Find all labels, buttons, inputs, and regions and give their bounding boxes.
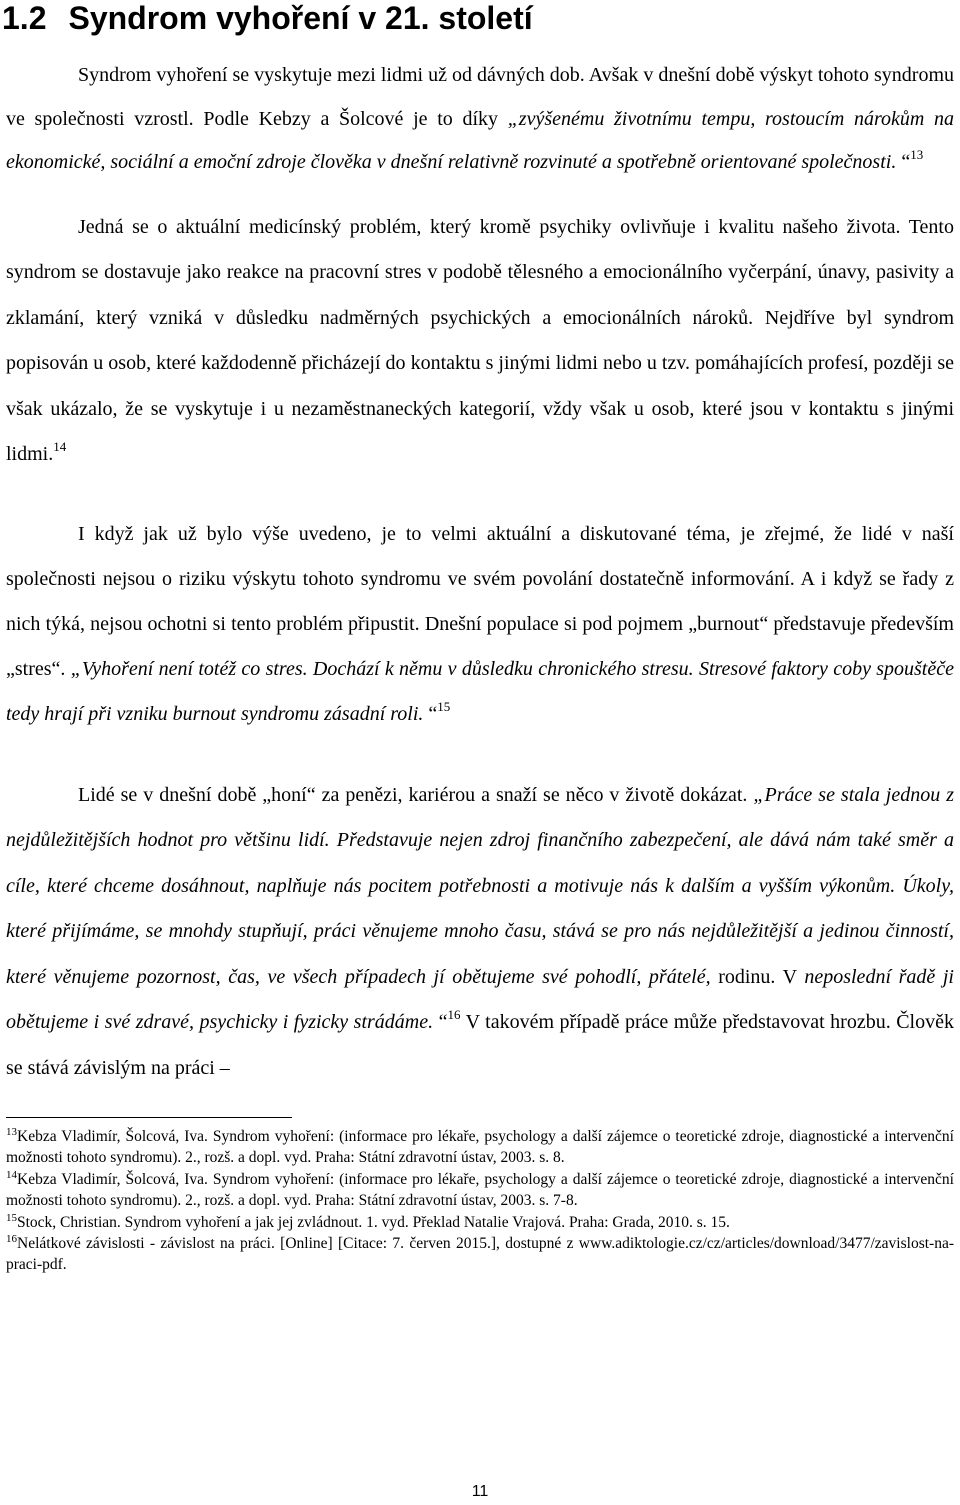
footnote-number: 13 [6,1126,17,1138]
footnote-ref-13[interactable]: 13 [910,147,924,162]
paragraph-2: Jedná se o aktuální medicínský problém, který kromě psychiky ovlivňuje i kvalitu našeho života. Tento syndrom se dostavuje jako reakce na pracovní stres v podobě tělesného a emocionálního vyčerpání, únavy, pasivity a zklamání, který vzniká v důsledku nadměrných psychických a emocionálních nároků. Nejdříve byl syndrom popisován u osob, které každodenně přicházejí do kontaktu s jinými lidmi nebo u tzv. pomáhajících profesí, později se však ukázalo, že se vyskytuje i u nezaměstnaneckých kategorií, vždy však u osob, které jsou v kontaktu s jinými lidmi.$^{14}$ [6,215,954,465]
footnote-ref-15[interactable]: 15 [437,698,451,714]
section-heading [2,0,954,40]
footnote-text: Kebza Vladimír, Šolcová, Iva. Syndrom vyhoření: (informace pro lékaře, psychology a další zájemce o teoretické zdroje, diagnostické a intervenční možnosti tohoto syndromu). 2., rozš. a dopl. vyd. Praha: Státní zdravotní ústav, 2003. s. 7-8. [6,1170,954,1210]
section-number: 1.2 [2,0,47,36]
footnote-number: 15 [6,1211,17,1224]
paragraph-1: Syndrom vyhoření se vyskytuje mezi lidmi už od dávných dob. Avšak v dnešní době výskyt tohoto syndromu ve společnosti vzrostl. Podle Kebzy a Šolcové je to díky „zvýšenému životnímu tempu, rostoucím nárokům na ekonomické, sociální a emoční zdroje člověka v dnešní relativně rozvinuté a spotřebně orientované společnosti. “$^{13}$ [6,64,954,173]
footnote-14 [6,1169,954,1212]
paragraph-4: Lidé se v dnešní době „honí“ za penězi, kariérou a snaží se něco v životě dokázat. „Práce se stala jednou z nejdůležitějších hodnot pro většinu lidí. Představuje nejen zdroj finančního zabezpečení, ale dává nám také směr a cíle, které chceme dosáhnout, naplňuje nás pocitem potřebnosti a motivuje nás k dalším a vyšším výkonům. Úkoly, které přijímáme, se mnohdy stupňují, práci věnujeme mnoho času, stává se pro nás nejdůležitější a jedinou činností, které věnujeme pozornost, čas, ve všech případech jí obětujeme své pohodlí, přátelé, rodinu. V neposlední řadě ji obětujeme i své zdravé, psychicky i fyzicky strádáme. “$^{16}$ V takovém případě práce může představovat hrozbu. Člověk se stává závislým na práci – [6,783,954,1079]
footnote-ref-14[interactable]: 14 [53,439,67,454]
footnote-ref-16[interactable]: 16 [447,1007,461,1022]
footnote-text: Nelátkové závislosti - závislost na práci. [Online] [Citace: 7. červen 2015.], dostupné z www.adiktologie.cz/cz/articles/download/3477/zavislost-na-praci-pdf. [6,1235,954,1274]
footnote-15 [6,1212,954,1233]
section-title: Syndrom vyhoření v 21. století [68,0,533,36]
paragraph-3: I když jak už bylo výše uvedeno, je to velmi aktuální a diskutované téma, je zřejmé, že lidé v naší společnosti nejsou o riziku výskytu tohoto syndromu ve svém povolání dostatečně informování. A i když se řady z nich týká, nejsou ochotni si tento problém připustit. Dnešní populace si pod pojmem „burnout“ představuje především „stres“. „Vyhoření není totéž co stres. Dochází k němu v důsledku chronického stresu. Stresové faktory coby spouštěče tedy hrají při vzniku burnout syndromu zásadní roli. “$^{15}$ [6,522,954,725]
page-number: 11 [471,1483,489,1500]
footnote-text: Stock, Christian. Syndrom vyhoření a jak jej zvládnout. 1. vyd. Překlad Natalie Vrajová. Praha: Grada, 2010. s. 15. [17,1213,730,1231]
footnotes [6,1126,954,1276]
footnote-number: 16 [6,1233,17,1246]
footnote-13 [6,1126,954,1169]
footnote-number: 14 [6,1168,17,1181]
footnote-16 [6,1233,954,1276]
footnote-separator [6,1117,292,1118]
footnote-text: Kebza Vladimír, Šolcová, Iva. Syndrom vyhoření: (informace pro lékaře, psychology a další zájemce o teoretické zdroje, diagnostické a intervenční možnosti tohoto syndromu). 2., rozš. a dopl. vyd. Praha: Státní zdravotní ústav, 2003. s. 8. [6,1128,954,1167]
